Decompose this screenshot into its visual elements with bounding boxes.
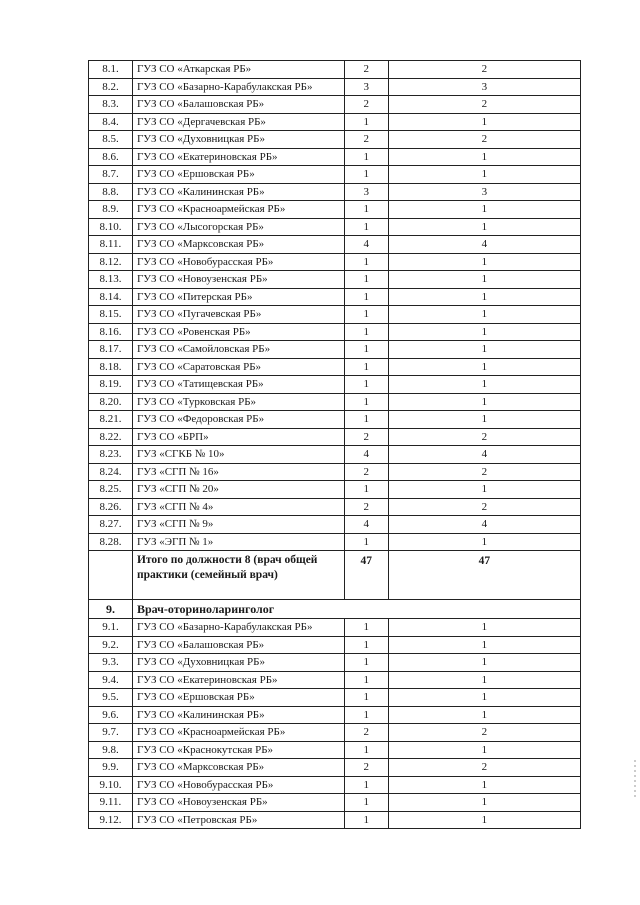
row-value-a: 2 [344,428,388,446]
row-number: 8.27. [89,516,133,534]
row-institution: ГУЗ СО «Краснокутская РБ» [132,741,344,759]
table-row [89,811,581,829]
table-row [89,706,581,724]
row-value-a: 4 [344,236,388,254]
row-number: 8.7. [89,166,133,184]
row-number: 8.11. [89,236,133,254]
table-row [89,183,581,201]
row-value-a: 2 [344,724,388,742]
row-value-b: 1 [388,288,580,306]
row-number: 8.4. [89,113,133,131]
row-value-b: 1 [388,148,580,166]
row-value-a: 1 [344,671,388,689]
row-number: 8.18. [89,358,133,376]
row-number: 9.1. [89,619,133,637]
table-row [89,741,581,759]
row-value-a: 4 [344,446,388,464]
row-institution: ГУЗ СО «Екатериновская РБ» [132,671,344,689]
table-row [89,428,581,446]
row-number: 8.21. [89,411,133,429]
section-9-heading [89,600,581,619]
scan-artifact [634,760,636,800]
row-number: 8.12. [89,253,133,271]
row-institution: ГУЗ СО «Ершовская РБ» [132,689,344,707]
section-8-total [89,551,581,600]
row-institution: ГУЗ «ЭГП № 1» [132,533,344,551]
table-row [89,148,581,166]
table-row [89,131,581,149]
row-institution: ГУЗ СО «Духовницкая РБ» [132,131,344,149]
row-value-a: 1 [344,794,388,812]
table-row [89,619,581,637]
row-number: 8.2. [89,78,133,96]
row-number: 9.12. [89,811,133,829]
row-institution: ГУЗ СО «Марксовская РБ» [132,759,344,777]
row-number: 9.3. [89,654,133,672]
row-value-a: 1 [344,376,388,394]
row-number: 8.25. [89,481,133,499]
table-row [89,236,581,254]
row-number: 8.22. [89,428,133,446]
row-value-b: 1 [388,323,580,341]
row-number: 8.16. [89,323,133,341]
total-value-b: 47 [388,551,580,600]
row-number: 8.5. [89,131,133,149]
row-institution: ГУЗ СО «Дергачевская РБ» [132,113,344,131]
row-value-b: 1 [388,811,580,829]
row-value-a: 3 [344,78,388,96]
row-value-b: 1 [388,218,580,236]
row-number: 9.7. [89,724,133,742]
table-row [89,341,581,359]
table-row [89,463,581,481]
row-value-b: 1 [388,271,580,289]
row-institution: ГУЗ СО «Лысогорская РБ» [132,218,344,236]
row-value-a: 1 [344,306,388,324]
row-value-b: 2 [388,759,580,777]
row-value-a: 1 [344,113,388,131]
row-number: 9.10. [89,776,133,794]
row-institution: ГУЗ СО «Саратовская РБ» [132,358,344,376]
row-value-a: 1 [344,811,388,829]
row-institution: ГУЗ СО «Новоузенская РБ» [132,271,344,289]
row-value-b: 1 [388,671,580,689]
row-value-a: 1 [344,706,388,724]
row-number: 8.17. [89,341,133,359]
row-value-a: 2 [344,131,388,149]
row-number: 8.19. [89,376,133,394]
row-institution: ГУЗ «СГП № 4» [132,498,344,516]
row-value-b: 1 [388,636,580,654]
row-institution: ГУЗ СО «Калининская РБ» [132,706,344,724]
row-value-a: 1 [344,741,388,759]
table-row [89,446,581,464]
row-number: 9.6. [89,706,133,724]
row-institution: ГУЗ СО «Турковская РБ» [132,393,344,411]
row-institution: ГУЗ СО «Самойловская РБ» [132,341,344,359]
table-row [89,96,581,114]
row-institution: ГУЗ «СГП № 20» [132,481,344,499]
row-value-a: 1 [344,166,388,184]
row-value-b: 1 [388,166,580,184]
table-row [89,393,581,411]
table-row [89,306,581,324]
row-institution: ГУЗ СО «Духовницкая РБ» [132,654,344,672]
row-value-b: 2 [388,131,580,149]
row-number: 8.10. [89,218,133,236]
row-value-b: 2 [388,96,580,114]
table-row [89,358,581,376]
table-row [89,776,581,794]
row-institution: ГУЗ СО «Новоузенская РБ» [132,794,344,812]
section-title: Врач-оториноларинголог [132,600,580,619]
row-value-a: 1 [344,481,388,499]
row-value-a: 1 [344,411,388,429]
row-institution: ГУЗ СО «Аткарская РБ» [132,61,344,79]
table-row [89,794,581,812]
row-value-b: 1 [388,341,580,359]
row-institution: ГУЗ СО «Марксовская РБ» [132,236,344,254]
row-value-b: 1 [388,794,580,812]
table-row [89,689,581,707]
section-9-rows [89,619,581,829]
row-number: 9.8. [89,741,133,759]
row-number: 8.26. [89,498,133,516]
row-value-b: 1 [388,741,580,759]
row-number: 8.20. [89,393,133,411]
row-value-b: 1 [388,253,580,271]
row-value-b: 1 [388,201,580,219]
row-value-b: 3 [388,78,580,96]
row-number: 8.24. [89,463,133,481]
total-num-cell [89,551,133,600]
row-value-b: 2 [388,463,580,481]
row-value-a: 1 [344,533,388,551]
table-row [89,218,581,236]
row-institution: ГУЗ СО «Пугачевская РБ» [132,306,344,324]
row-value-b: 1 [388,411,580,429]
row-value-b: 2 [388,724,580,742]
table-row [89,323,581,341]
row-number: 8.13. [89,271,133,289]
row-number: 9.9. [89,759,133,777]
table-row [89,113,581,131]
row-institution: ГУЗ СО «Балашовская РБ» [132,636,344,654]
row-value-a: 1 [344,288,388,306]
table-row [89,671,581,689]
row-number: 8.9. [89,201,133,219]
row-value-b: 2 [388,428,580,446]
row-value-b: 1 [388,706,580,724]
table-row [89,533,581,551]
table-row [89,498,581,516]
table-row [89,636,581,654]
row-value-a: 1 [344,218,388,236]
table-row [89,166,581,184]
row-value-a: 1 [344,636,388,654]
row-institution: ГУЗ СО «Балашовская РБ» [132,96,344,114]
row-value-a: 2 [344,463,388,481]
table-row [89,516,581,534]
row-number: 8.8. [89,183,133,201]
table-row [89,481,581,499]
section-8-rows [89,61,581,551]
row-number: 9.2. [89,636,133,654]
row-value-b: 1 [388,306,580,324]
table-row [89,411,581,429]
row-number: 8.28. [89,533,133,551]
row-value-a: 1 [344,393,388,411]
row-value-a: 3 [344,183,388,201]
row-institution: ГУЗ «СГКБ № 10» [132,446,344,464]
table-row [89,271,581,289]
table-row [89,201,581,219]
table-row [89,253,581,271]
row-institution: ГУЗ СО «Екатериновская РБ» [132,148,344,166]
row-institution: ГУЗ СО «Базарно-Карабулакская РБ» [132,619,344,637]
row-institution: ГУЗ СО «Ершовская РБ» [132,166,344,184]
row-value-a: 1 [344,148,388,166]
row-number: 8.14. [89,288,133,306]
row-institution: ГУЗ СО «Красноармейская РБ» [132,724,344,742]
row-institution: ГУЗ СО «Базарно-Карабулакская РБ» [132,78,344,96]
row-value-b: 1 [388,376,580,394]
row-institution: ГУЗ СО «Федоровская РБ» [132,411,344,429]
row-value-b: 1 [388,533,580,551]
row-value-b: 1 [388,654,580,672]
row-number: 8.3. [89,96,133,114]
row-number: 8.1. [89,61,133,79]
section-number: 9. [89,600,133,619]
row-value-a: 1 [344,341,388,359]
row-value-b: 2 [388,498,580,516]
row-value-a: 1 [344,253,388,271]
row-value-a: 1 [344,358,388,376]
row-number: 8.23. [89,446,133,464]
row-value-b: 2 [388,61,580,79]
row-institution: ГУЗ СО «Калининская РБ» [132,183,344,201]
row-value-a: 2 [344,96,388,114]
row-value-a: 2 [344,61,388,79]
row-institution: ГУЗ СО «Питерская РБ» [132,288,344,306]
row-institution: ГУЗ СО «Новобурасская РБ» [132,253,344,271]
total-label: Итого по должности 8 (врач общей практики (семейный врач) [132,551,344,600]
row-number: 9.5. [89,689,133,707]
row-value-b: 3 [388,183,580,201]
row-number: 8.15. [89,306,133,324]
table-row [89,288,581,306]
row-value-b: 1 [388,776,580,794]
row-value-a: 1 [344,776,388,794]
row-value-a: 2 [344,498,388,516]
row-number: 8.6. [89,148,133,166]
table-row [89,61,581,79]
row-institution: ГУЗ «СГП № 16» [132,463,344,481]
row-value-b: 1 [388,393,580,411]
row-number: 9.4. [89,671,133,689]
row-value-a: 1 [344,323,388,341]
row-value-b: 1 [388,358,580,376]
row-value-b: 4 [388,516,580,534]
row-value-b: 1 [388,689,580,707]
row-value-b: 1 [388,113,580,131]
row-institution: ГУЗ СО «Петровская РБ» [132,811,344,829]
row-value-b: 4 [388,446,580,464]
row-institution: ГУЗ СО «Татищевская РБ» [132,376,344,394]
row-institution: ГУЗ СО «Красноармейская РБ» [132,201,344,219]
row-value-a: 1 [344,619,388,637]
row-institution: ГУЗ СО «Ровенская РБ» [132,323,344,341]
row-value-a: 1 [344,201,388,219]
row-value-a: 2 [344,759,388,777]
table-row [89,78,581,96]
row-value-a: 4 [344,516,388,534]
row-value-b: 4 [388,236,580,254]
total-value-a: 47 [344,551,388,600]
row-value-a: 1 [344,271,388,289]
staffing-table [88,60,581,829]
section-heading-row [89,600,581,619]
row-number: 9.11. [89,794,133,812]
row-value-b: 1 [388,481,580,499]
total-row [89,551,581,600]
row-value-b: 1 [388,619,580,637]
row-institution: ГУЗ СО «Новобурасская РБ» [132,776,344,794]
table-row [89,759,581,777]
row-value-a: 1 [344,654,388,672]
row-institution: ГУЗ СО «БРП» [132,428,344,446]
row-institution: ГУЗ «СГП № 9» [132,516,344,534]
row-value-a: 1 [344,689,388,707]
table-row [89,724,581,742]
table-row [89,654,581,672]
table-row [89,376,581,394]
